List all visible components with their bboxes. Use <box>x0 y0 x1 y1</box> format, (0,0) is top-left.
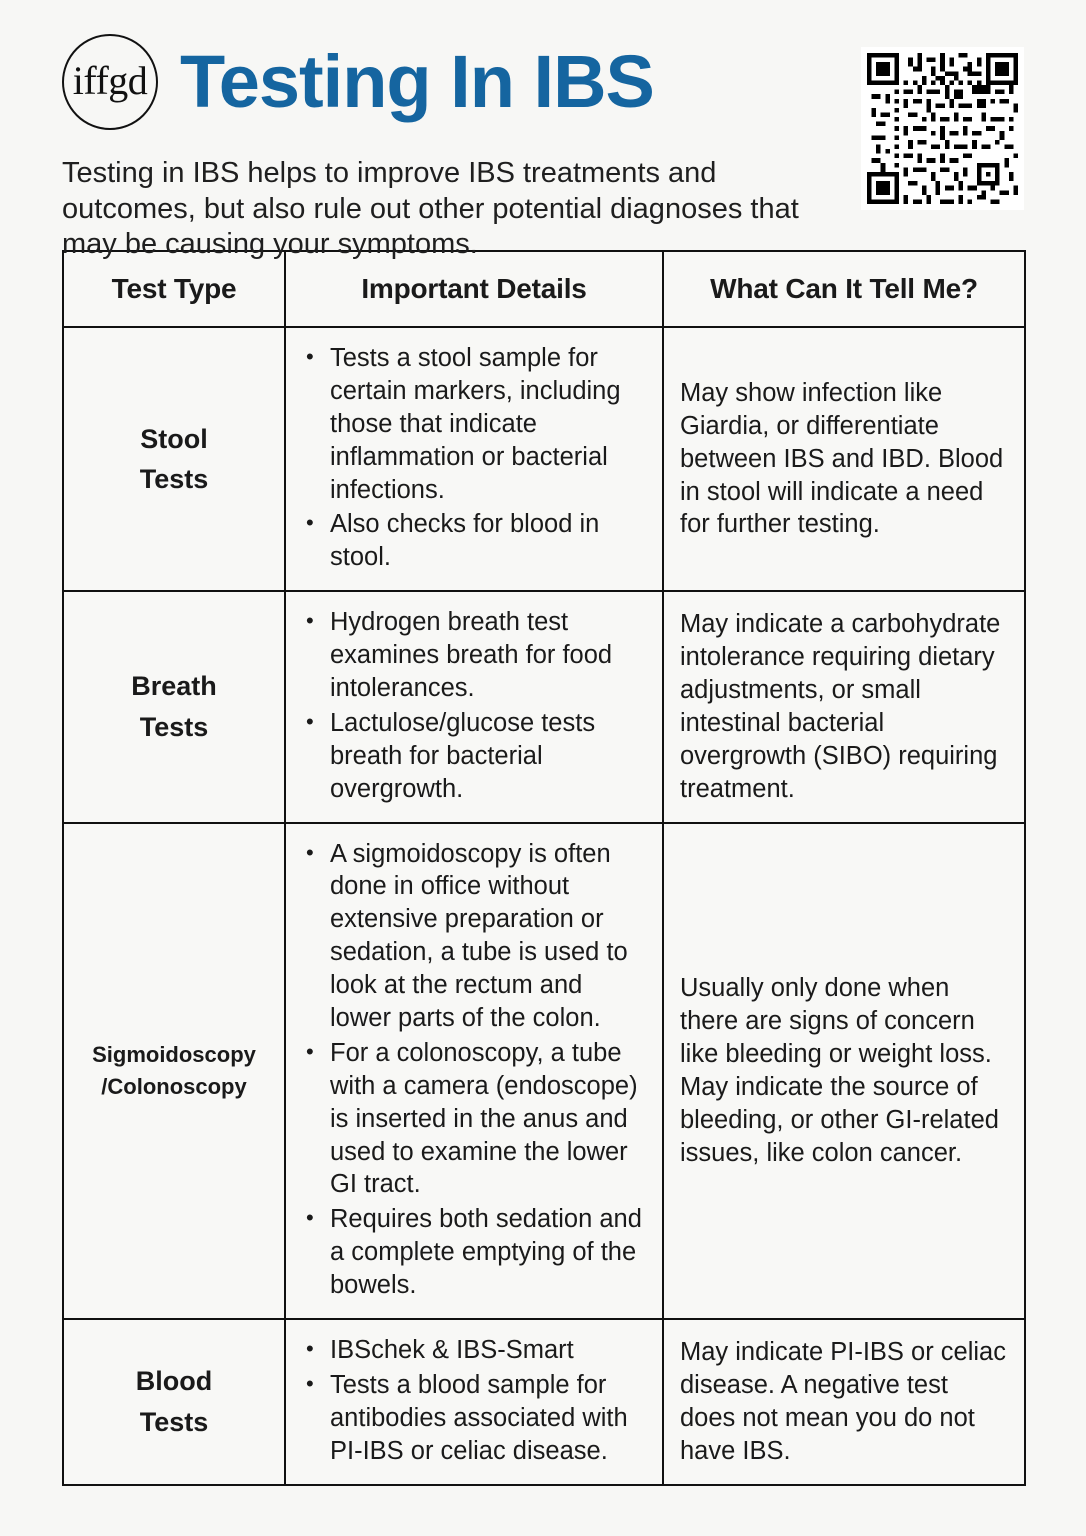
list-item: • Requires both sedation and a complete emptying of the bowels. <box>330 1203 648 1302</box>
details-cell <box>285 823 663 1319</box>
list-item: • For a colonoscopy, a tube with a camera (endoscope) is inserted in the anus and used to examine the lower GI tract. <box>330 1037 648 1201</box>
details-list <box>296 1334 648 1468</box>
details-cell <box>285 327 663 591</box>
testing-table-container <box>62 250 1024 1486</box>
qr-code-icon[interactable] <box>861 47 1024 210</box>
page-subtitle: Testing in IBS helps to improve IBS treatments and outcomes, but also rule out other potential diagnoses that may be causing your symptoms. <box>62 157 799 261</box>
list-item: • Also checks for blood in stool. <box>330 508 648 574</box>
table-body <box>63 327 1025 1485</box>
tell-me-text: May show infection like Giardia, or differentiate between IBS and IBD. Blood in stool will indicate a need for further testing. <box>680 378 1004 539</box>
list-item: • Lactulose/glucose tests breath for bacterial overgrowth. <box>330 707 648 806</box>
tell-me-cell <box>663 823 1025 1319</box>
list-item: • IBSchek & IBS-Smart <box>330 1334 648 1367</box>
tell-me-cell <box>663 1319 1025 1485</box>
page-title: Testing In IBS <box>180 40 654 123</box>
page-header <box>0 0 1086 261</box>
qr-code-svg <box>867 53 1018 204</box>
column-header-what-can-it-tell-me: What Can It Tell Me? <box>663 251 1025 327</box>
tell-me-text: Usually only done when there are signs of concern like bleeding or weight loss. May indicate the source of bleeding, or other GI-related issues, like colon cancer. <box>680 974 999 1167</box>
list-item: • Hydrogen breath test examines breath for food intolerances. <box>330 606 648 705</box>
test-type-cell: Breath Tests <box>63 591 285 822</box>
list-item: • Tests a blood sample for antibodies associated with PI-IBS or celiac disease. <box>330 1369 648 1468</box>
list-item: • A sigmoidoscopy is often done in office without extensive preparation or sedation, a tube is used to look at the rectum and lower parts of the colon. <box>330 838 648 1035</box>
table-row <box>63 591 1025 822</box>
tell-me-cell <box>663 591 1025 822</box>
tell-me-text: May indicate a carbohydrate intolerance requiring dietary adjustments, or small intestinal bacterial overgrowth (SIBO) requiring treatment. <box>680 610 1001 803</box>
details-cell <box>285 1319 663 1485</box>
iffgd-logo-text: iffgd <box>72 58 148 103</box>
test-type-cell: Blood Tests <box>63 1319 285 1485</box>
iffgd-logo <box>62 34 158 130</box>
details-list <box>296 342 648 574</box>
tell-me-cell <box>663 327 1025 591</box>
table-row <box>63 823 1025 1319</box>
column-header-test-type: Test Type <box>63 251 285 327</box>
details-list <box>296 838 648 1302</box>
testing-table <box>62 250 1026 1486</box>
test-type-cell: Stool Tests <box>63 327 285 591</box>
details-list <box>296 606 648 805</box>
list-item: • Tests a stool sample for certain markers, including those that indicate inflammation or bacterial infections. <box>330 342 648 506</box>
test-type-cell: Sigmoidoscopy /Colonoscopy <box>63 823 285 1319</box>
details-cell <box>285 591 663 822</box>
table-row <box>63 327 1025 591</box>
table-row <box>63 1319 1025 1485</box>
column-header-important-details: Important Details <box>285 251 663 327</box>
tell-me-text: May indicate PI-IBS or celiac disease. A negative test does not mean you do not have IBS. <box>680 1338 1006 1465</box>
